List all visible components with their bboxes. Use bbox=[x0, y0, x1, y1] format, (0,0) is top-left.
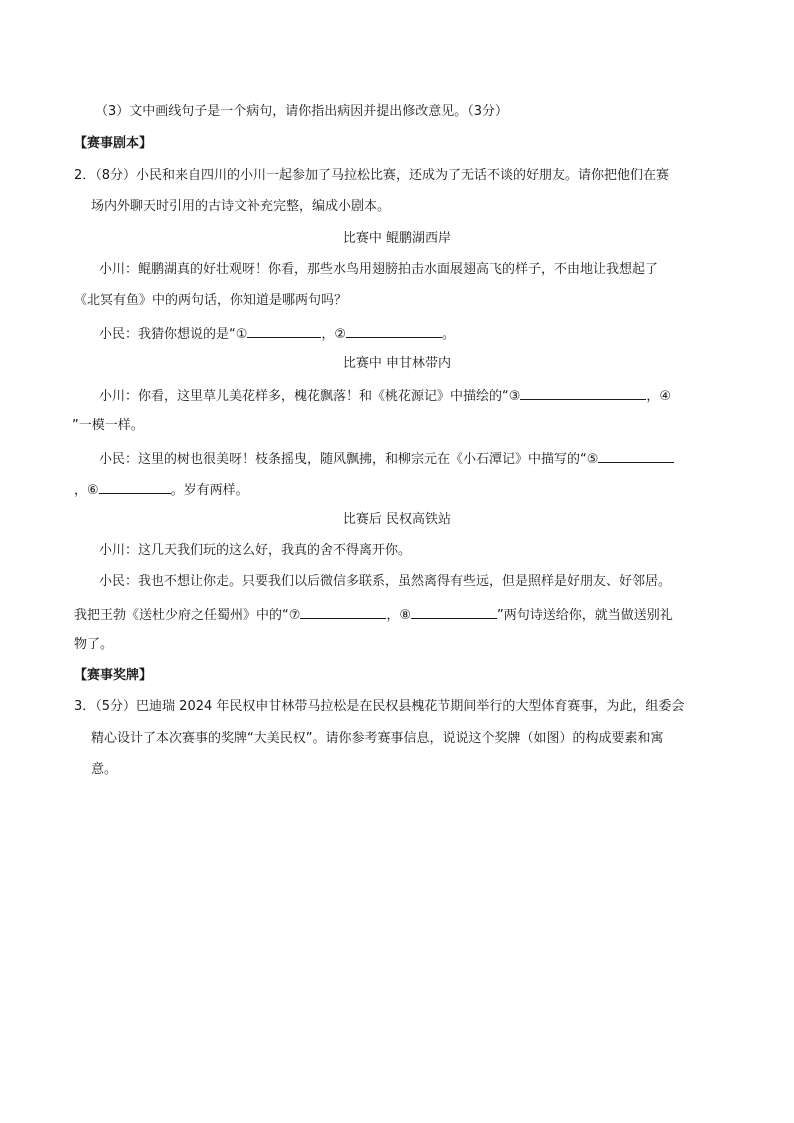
question-3-line1: 3．（5分）巴迪瑞 2024 年民权申甘林带马拉松是在民权县槐花节期间举行的大型体育赛事，为此，组委会 bbox=[74, 699, 685, 714]
dialogue-text: ，⑧ bbox=[386, 608, 412, 623]
scene-3-xiaomin-line2 bbox=[74, 604, 673, 626]
scene-1-xiaochuan-line2: 《北冥有鱼》中的两句话，你知道是哪两句吗？ bbox=[74, 293, 348, 308]
answer-blank-8[interactable] bbox=[411, 604, 497, 619]
question-3-line2: 精心设计了本次赛事的奖牌“大美民权”。请你参考赛事信息，说说这个奖牌（如图）的构成要素和寓 bbox=[91, 731, 664, 746]
dialogue-text: ，④ bbox=[646, 389, 672, 404]
answer-blank-6[interactable] bbox=[99, 479, 171, 494]
dialogue-text: ，⑥ bbox=[74, 483, 99, 498]
dialogue-text: 小民：这里的树也很美呀！枝条摇曳，随风飘拂，和柳宗元在《小石潭记》中描写的“⑤ bbox=[99, 452, 599, 467]
answer-blank-3[interactable] bbox=[520, 385, 646, 400]
scene-2-xiaochuan-line1 bbox=[99, 385, 671, 407]
scene-2-xiaomin-line1 bbox=[99, 448, 674, 470]
dialogue-text: 小民：我猜你想说的是“① bbox=[99, 327, 248, 342]
scene-1-xiaochuan-line1: 小川：鲲鹏湖真的好壮观呀！你看，那些水鸟用翅膀拍击水面展翅高飞的样子，不由地让我想起了 bbox=[99, 262, 659, 277]
section-heading-script: 【赛事剧本】 bbox=[74, 136, 153, 151]
dialogue-text: ，② bbox=[321, 327, 347, 342]
scene-2-xiaochuan-line2: ”一模一样。 bbox=[72, 418, 144, 433]
answer-blank-2[interactable] bbox=[346, 323, 442, 338]
scene-3-title: 比赛后 民权高铁站 bbox=[342, 512, 452, 527]
answer-blank-5[interactable] bbox=[598, 448, 674, 463]
scene-3-xiaomin-line3: 物了。 bbox=[74, 637, 114, 652]
question-3-line3: 意。 bbox=[91, 762, 118, 777]
dialogue-text: 。岁有两样。 bbox=[170, 483, 249, 498]
dialogue-text: 。 bbox=[442, 327, 456, 342]
question-2-line2: 场内外聊天时引用的古诗文补充完整，编成小剧本。 bbox=[91, 199, 391, 214]
scene-1-title: 比赛中 鲲鹏湖西岸 bbox=[342, 231, 452, 246]
question-1-3: （3）文中画线句子是一个病句，请你指出病因并提出修改意见。（3分） bbox=[95, 104, 509, 119]
section-heading-medal: 【赛事奖牌】 bbox=[74, 668, 153, 683]
scene-2-xiaomin-line2 bbox=[74, 479, 249, 501]
scene-3-xiaomin-line1: 小民：我也不想让你走。只要我们以后微信多联系，虽然离得有些远，但是照样是好朋友、好邻居。 bbox=[99, 574, 672, 589]
scene-3-xiaochuan: 小川：这几天我们玩的这么好，我真的舍不得离开你。 bbox=[99, 543, 412, 558]
scene-2-title: 比赛中 申甘林带内 bbox=[342, 356, 452, 371]
answer-blank-1[interactable] bbox=[247, 323, 321, 338]
question-2-line1: 2．（8分）小民和来自四川的小川一起参加了马拉松比赛，还成为了无话不谈的好朋友。请你把他们在赛 bbox=[74, 168, 670, 183]
dialogue-text: 我把王勃《送杜少府之任蜀州》中的“⑦ bbox=[74, 608, 301, 623]
dialogue-text: ”两句诗送给你，就当做送别礼 bbox=[497, 608, 673, 623]
scene-1-xiaomin-answer bbox=[99, 323, 455, 345]
answer-blank-7[interactable] bbox=[300, 604, 386, 619]
dialogue-text: 小川：你看，这里草儿美花样多，槐花飘落！和《桃花源记》中描绘的“③ bbox=[99, 389, 521, 404]
